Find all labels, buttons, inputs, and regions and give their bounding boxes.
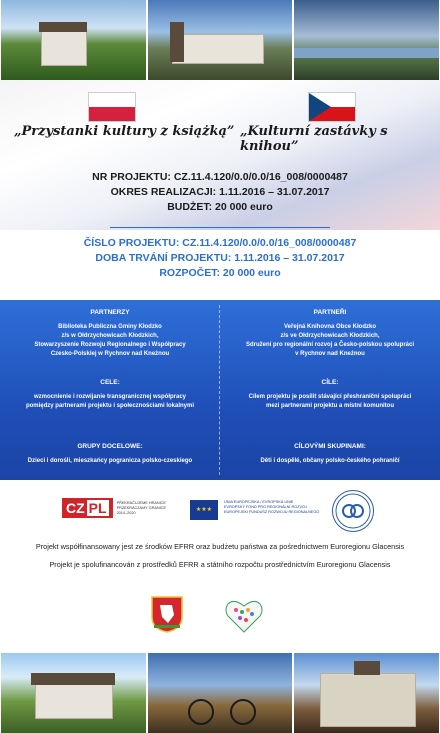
bottom-photo-strip xyxy=(0,653,440,733)
partners-heading-pl: PARTNERZY xyxy=(90,309,130,316)
project-budget-cz: ROZPOČET: 20 000 euro xyxy=(159,267,281,279)
goals-heading-cz: CÍLE: xyxy=(321,379,339,386)
czech-flag-icon xyxy=(308,92,356,122)
cofinancing-note-cz: Projekt je spolufinancován z prostředků EFRR a státního rozpočtu prostřednictvím Euroregionu Glacensis xyxy=(49,560,391,569)
castle-courtyard-photo xyxy=(294,653,439,733)
project-budget-pl: BUDŻET: 20 000 euro xyxy=(167,201,273,213)
polish-flag-icon xyxy=(88,92,136,122)
project-number-cz: ČÍSLO PROJEKTU: CZ.11.4.120/0.0/0.0/16_008/0000487 xyxy=(83,237,357,249)
river-landscape-photo xyxy=(294,0,439,80)
cofinancing-note-pl: Projekt współfinansowany jest ze środków EFRR oraz budżetu państwa za pośrednictwem Euroregionu Glacensis xyxy=(35,542,405,551)
project-info-polish xyxy=(0,170,440,215)
project-period-pl: OKRES REALIZACJI: 1.11.2016 – 31.07.2017 xyxy=(110,186,330,198)
eu-flag-icon: ★★★ xyxy=(190,500,218,520)
bicycle-photo xyxy=(148,653,293,733)
target-heading-pl: GRUPY DOCELOWE: xyxy=(77,443,143,450)
castle-photo xyxy=(148,0,293,80)
divider-line xyxy=(110,227,330,228)
coat-of-arms-icon xyxy=(150,595,184,633)
target-heading-cz: CÍLOVÝMI SKUPINAMI: xyxy=(294,443,366,450)
czpl-mark: CZ PL xyxy=(62,498,113,518)
glacensis-emblem-icon xyxy=(333,491,373,531)
manor-house-photo xyxy=(1,653,146,733)
slogan-polish: „Przystanki kultury z książką” xyxy=(14,124,235,139)
slogan-czech: „Kulturní zastávky s knihou” xyxy=(240,124,388,154)
partners-panel xyxy=(0,300,440,480)
eu-logo-text: UNIA EUROPEJSKA / EVROPSKÁ UNIE EVROPSKÝ FOND PRO REGIONÁLNÍ ROZVOJ EUROPEJSKI FUNDUSZ ROZWOJU REGIONALNEGO xyxy=(224,500,320,514)
euroregion-glacensis-logo xyxy=(332,490,374,532)
partners-text-pl: Biblioteka Publiczna Gminy Kłodzko z/s w Ołdrzychowicach Kłodzkich, Stowarzyszenie Rozwoju Regionalnego i Współpracy Czesko-Polskiej w Rychnov nad Kneżnou xyxy=(34,324,186,357)
goals-text-cz: Cílem projektu je posílit stávající přeshraniční spolupráci mezi partnerami projektu a místní komunitou xyxy=(248,394,412,409)
project-info-czech xyxy=(0,236,440,281)
target-text-pl: Dzieci i dorośli, mieszkańcy pogranicza polsko-czeskiego xyxy=(27,458,193,464)
palace-photo xyxy=(1,0,146,80)
partners-heading-cz: PARTNEŘI xyxy=(313,309,347,316)
goals-text-pl: wzmocnienie i rozwijanie transgranicznej współpracy pomiędzy partnerami projektu i społecznościami lokalnymi xyxy=(25,394,195,409)
funding-logos xyxy=(0,488,440,533)
library-heart-logo-icon xyxy=(224,598,264,634)
target-text-cz: Děti i dospělé, občany polsko-českého pohraničí xyxy=(260,458,400,464)
czpl-logo-text: PŘEKRAČUJEME HRANICE PRZEKRACZAMY GRANICE 2014–2020 xyxy=(116,500,167,515)
project-period-cz: DOBA TRVÁNÍ PROJEKTU: 1.11.2016 – 31.07.2017 xyxy=(95,252,345,264)
partners-text-cz: Veřejná Knihovna Obce Kłodzko z/s ve Ołdrzychowicach Kłodzkich, Sdružení pro regionální rozvoj a Česko-polskou spolupráci v Rychnov nad Kneżnou xyxy=(245,324,415,357)
project-number-pl: NR PROJEKTU: CZ.11.4.120/0.0/0.0/16_008/0000487 xyxy=(92,171,348,183)
czpl-program-logo xyxy=(62,498,175,518)
goals-heading-pl: CELE: xyxy=(100,379,120,386)
top-photo-strip xyxy=(0,0,440,80)
